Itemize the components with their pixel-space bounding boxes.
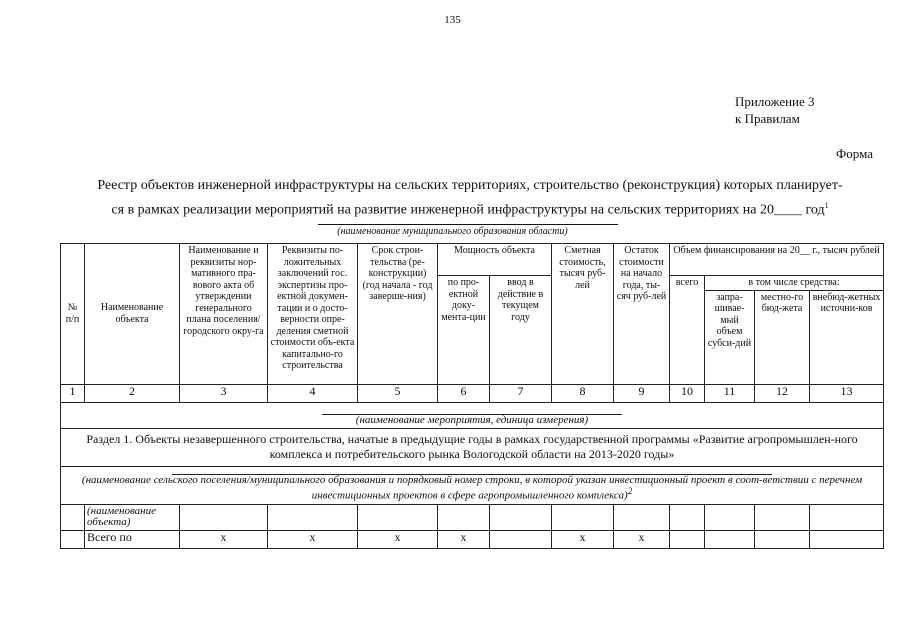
object-row-number <box>61 504 85 530</box>
header-financing: Объем финансирования на 20__ г., тысяч рублей <box>670 244 884 276</box>
total-row-number <box>61 530 85 548</box>
col-number-3: 3 <box>180 384 268 402</box>
header-power-design: по про-ектной доку-мента-ции <box>438 276 490 385</box>
object-cell-10 <box>670 504 705 530</box>
col-number-8: 8 <box>552 384 614 402</box>
col-number-5: 5 <box>358 384 438 402</box>
object-cell-13 <box>810 504 884 530</box>
object-cell-11 <box>705 504 755 530</box>
col-number-6: 6 <box>438 384 490 402</box>
title-footnote-mark: 1 <box>824 201 829 210</box>
total-label: Всего по <box>85 530 180 548</box>
section-1-heading: Раздел 1. Объекты незавершенного строительства, начатые в предыдущие годы в рамках государственной программы «Развитие агропромышлен-ного комплекса и потребительского рынка Вологодской области на 2013-2020 годы» <box>61 428 884 466</box>
object-cell-8 <box>552 504 614 530</box>
object-cell-7 <box>490 504 552 530</box>
header-local-budget: местно-го бюд-жета <box>755 290 810 384</box>
form-label: Форма <box>836 146 873 161</box>
object-cell-6 <box>438 504 490 530</box>
settlement-caption-row <box>61 466 884 504</box>
header-construction-period: Срок строи-тельства (ре-конструкции) (год начала - год заверше-ния) <box>358 244 438 385</box>
header-remaining-cost: Остаток стоимости на начало года, ты-сяч руб-лей <box>614 244 670 385</box>
header-legal-act: Наименование и реквизиты нор-мативного пра-вового акта об утверждении генерального плана поселения/ городского окру-га <box>180 244 268 385</box>
event-caption: (наименование мероприятия, единица измерения) <box>355 414 589 426</box>
col-number-1: 1 <box>61 384 85 402</box>
settlement-caption: (наименование сельского поселения/муниципального образования и порядковый номер строки, в которой указан инвестиционный проект в соот-ветствии с перечнем инвестиционных проектов в сфере агропромышленного комплекса) <box>81 473 863 502</box>
col-number-10: 10 <box>670 384 705 402</box>
registry-table <box>60 243 884 549</box>
header-power-commission: ввод в действие в текущем году <box>490 276 552 385</box>
total-x-9: х <box>614 530 670 548</box>
total-cell-7 <box>490 530 552 548</box>
header-estimated-cost: Сметная стоимость, тысяч руб-лей <box>552 244 614 385</box>
municipality-underline <box>318 224 618 225</box>
col-number-11: 11 <box>705 384 755 402</box>
total-cell-13 <box>810 530 884 548</box>
total-cell-10 <box>670 530 705 548</box>
object-name-cell: (наименование объекта) <box>85 504 180 530</box>
header-power: Мощность объекта <box>438 244 552 276</box>
col-number-7: 7 <box>490 384 552 402</box>
col-number-12: 12 <box>755 384 810 402</box>
col-number-2: 2 <box>85 384 180 402</box>
total-x-3: х <box>180 530 268 548</box>
col-number-4: 4 <box>268 384 358 402</box>
appendix-line-1: Приложение 3 <box>735 94 815 109</box>
total-x-4: х <box>268 530 358 548</box>
page-number: 135 <box>444 14 461 26</box>
header-total: всего <box>670 276 705 385</box>
col-number-13: 13 <box>810 384 884 402</box>
header-expertise: Реквизиты по-ложительных заключений гос. экспертизы про-ектной докумен-тации и о досто-верности опре-деления сметной стоимости объ-екта капитально-го строительства <box>268 244 358 385</box>
municipality-caption: (наименование муниципального образования области) <box>337 226 568 237</box>
header-including: в том числе средства: <box>705 276 884 291</box>
total-cell-12 <box>755 530 810 548</box>
header-subsidies: запра-шивае-мый объем субси-дий <box>705 290 755 384</box>
object-cell-3 <box>180 504 268 530</box>
total-cell-11 <box>705 530 755 548</box>
header-object-name: Наименование объекта <box>85 244 180 385</box>
object-cell-9 <box>614 504 670 530</box>
appendix-label <box>735 93 815 127</box>
total-x-8: х <box>552 530 614 548</box>
total-x-5: х <box>358 530 438 548</box>
object-cell-4 <box>268 504 358 530</box>
title-line-2: ся в рамках реализации мероприятий на развитие инженерной инфраструктуры на сельских территориях на 20____ год$^1$ <box>111 201 829 218</box>
object-cell-12 <box>755 504 810 530</box>
header-extrabudgetary: внебюд-жетных источни-ков <box>810 290 884 384</box>
total-x-6: х <box>438 530 490 548</box>
header-number: № п/п <box>61 244 85 385</box>
document-title <box>60 176 880 221</box>
event-caption-row <box>61 402 884 428</box>
appendix-line-2: к Правилам <box>735 111 800 126</box>
object-cell-5 <box>358 504 438 530</box>
settlement-footnote-mark: 2 <box>627 486 633 497</box>
col-number-9: 9 <box>614 384 670 402</box>
title-line-1: Реестр объектов инженерной инфраструктуры на сельских территориях, строительство (реконструкция) которых планирует- <box>97 178 843 193</box>
